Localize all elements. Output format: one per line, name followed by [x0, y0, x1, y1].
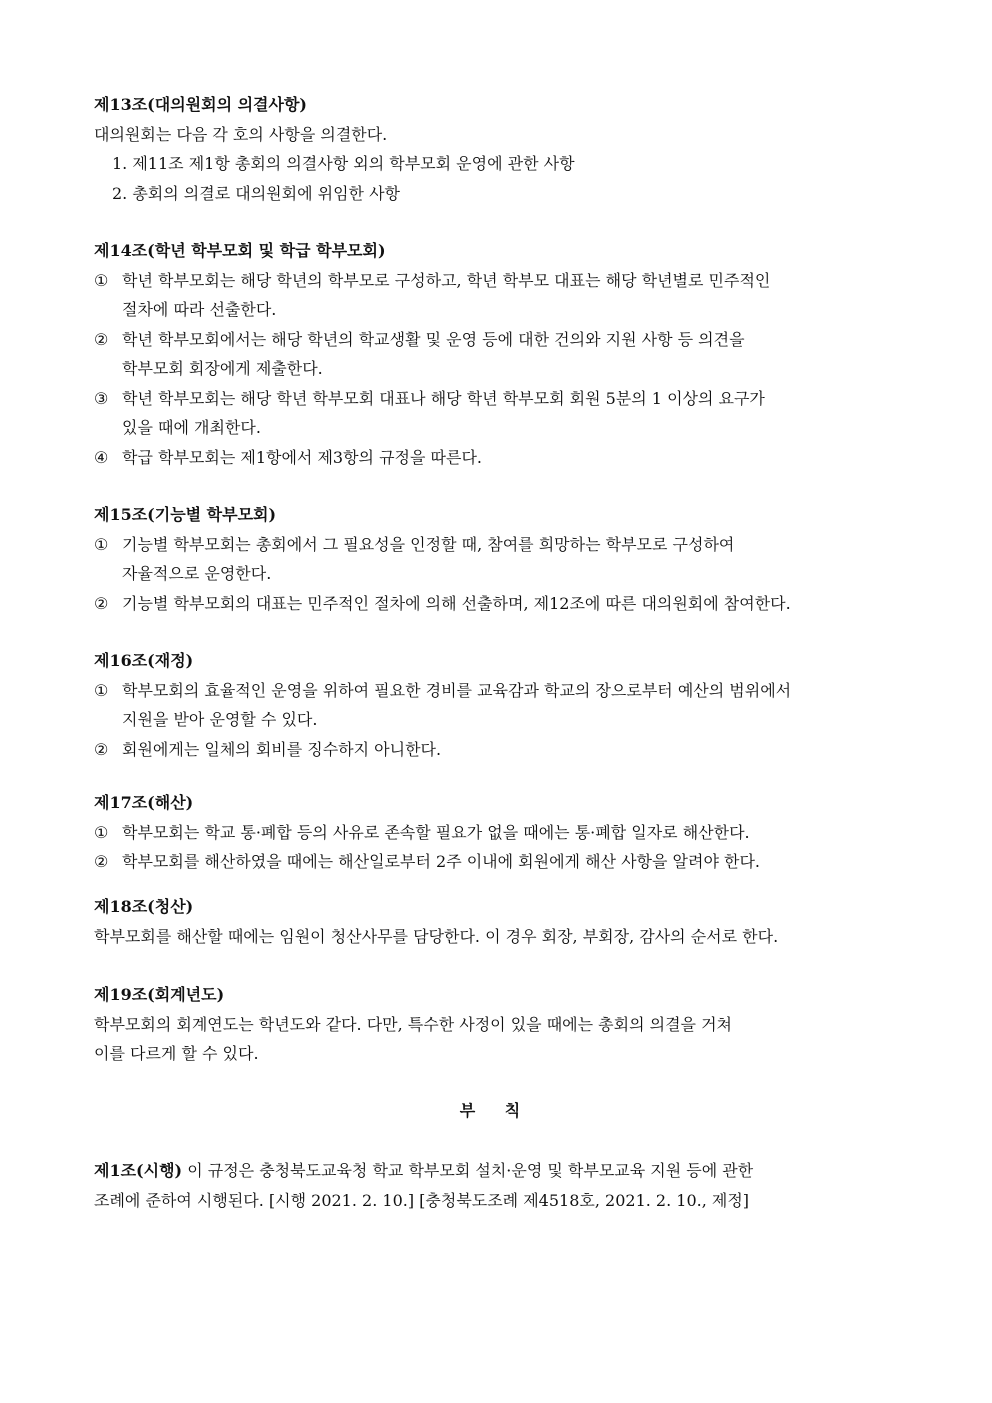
article-heading: 제16조(재정)	[94, 651, 194, 670]
article-heading: 제13조(대의원회의 의결사항)	[94, 95, 307, 114]
list-item: 1. 제11조 제1항 총회의 의결사항 외의 학부모회 운영에 관한 사항	[112, 154, 575, 173]
list-item	[94, 676, 898, 735]
item-marker: ②	[94, 739, 109, 759]
item-marker: ②	[94, 329, 109, 349]
item-text: 기능별 학부모회의 대표는 민주적인 절차에 의해 선출하며, 제12조에 따른 대의원회에 참여한다.	[122, 593, 791, 613]
item-text: 학부모회의 효율적인 운영을 위하여 필요한 경비를 교육감과 학교의 장으로부터 예산의 범위에서	[122, 680, 792, 700]
list-item	[94, 530, 898, 589]
list-item	[94, 443, 898, 473]
article-19	[94, 980, 898, 1069]
item-marker: ④	[94, 447, 109, 467]
list-item	[94, 325, 898, 384]
article-18	[94, 892, 898, 951]
article-15	[94, 500, 898, 618]
item-text-cont: 절차에 따라 선출한다.	[122, 300, 277, 319]
item-text: 학부모회를 해산하였을 때에는 해산일로부터 2주 이내에 회원에게 해산 사항을 알려야 한다.	[122, 852, 760, 871]
list-item: 2. 총회의 의결로 대의원회에 위임한 사항	[112, 183, 400, 203]
item-marker: ②	[94, 593, 109, 613]
article-16	[94, 646, 898, 764]
item-text: 기능별 학부모회는 총회에서 그 필요성을 인정할 때, 참여를 희망하는 학부모로 구성하여	[122, 534, 735, 554]
article-text-cont: 조례에 준하여 시행된다. [시행 2021. 2. 10.] [충청북도조례 제4518호, 2021. 2. 10., 제정]	[94, 1190, 750, 1210]
item-marker: ①	[94, 822, 109, 842]
item-marker: ①	[94, 680, 109, 700]
item-marker: ①	[94, 534, 109, 554]
item-text: 학부모회는 학교 통·폐합 등의 사유로 존속할 필요가 없을 때에는 통·폐합 일자로 해산한다.	[122, 822, 750, 842]
item-text: 학년 학부모회는 해당 학년 학부모회 대표나 해당 학년 학부모회 회원 5분의 1 이상의 요구가	[122, 388, 765, 408]
article-13	[94, 90, 898, 208]
article-heading: 제1조(시행)	[94, 1161, 183, 1180]
article-text: 이 규정은 충청북도교육청 학교 학부모회 설치·운영 및 학부모교육 지원 등에 관한	[182, 1161, 754, 1180]
item-marker: ③	[94, 388, 109, 408]
article-17	[94, 788, 898, 877]
list-item	[94, 847, 898, 877]
item-text: 회원에게는 일체의 회비를 징수하지 아니한다.	[122, 739, 442, 759]
item-text: 학급 학부모회는 제1항에서 제3항의 규정을 따른다.	[122, 447, 482, 467]
item-text: 학년 학부모회는 해당 학년의 학부모로 구성하고, 학년 학부모 대표는 해당 학년별로 민주적인	[122, 270, 771, 290]
article-text-cont: 이를 다르게 할 수 있다.	[94, 1044, 259, 1063]
addendum-article-1	[94, 1156, 898, 1215]
item-text: 학년 학부모회에서는 해당 학년의 학교생활 및 운영 등에 대한 건의와 지원 사항 등 의견을	[122, 329, 745, 349]
article-heading: 제14조(학년 학부모회 및 학급 학부모회)	[94, 241, 386, 260]
list-item	[94, 384, 898, 443]
article-heading: 제15조(기능별 학부모회)	[94, 505, 277, 524]
article-14	[94, 236, 898, 472]
article-text: 학부모회를 해산할 때에는 임원이 청산사무를 담당한다. 이 경우 회장, 부회장, 감사의 순서로 한다.	[94, 926, 779, 946]
addendum-title: 부 칙	[459, 1101, 533, 1120]
article-heading: 제17조(해산)	[94, 793, 194, 812]
article-heading: 제18조(청산)	[94, 897, 194, 916]
item-text-cont: 지원을 받아 운영할 수 있다.	[122, 710, 318, 729]
article-heading: 제19조(회계년도)	[94, 985, 225, 1004]
item-text-cont: 있을 때에 개최한다.	[122, 418, 261, 437]
list-item	[94, 589, 898, 619]
item-marker: ①	[94, 270, 109, 290]
list-item	[94, 735, 898, 765]
list-item	[94, 266, 898, 325]
article-intro: 대의원회는 다음 각 호의 사항을 의결한다.	[94, 124, 388, 144]
item-text-cont: 자율적으로 운영한다.	[122, 564, 272, 583]
item-marker: ②	[94, 852, 109, 871]
item-text-cont: 학부모회 회장에게 제출한다.	[122, 359, 323, 378]
list-item	[94, 818, 898, 848]
article-text: 학부모회의 회계연도는 학년도와 같다. 다만, 특수한 사정이 있을 때에는 총회의 의결을 거쳐	[94, 1014, 732, 1034]
